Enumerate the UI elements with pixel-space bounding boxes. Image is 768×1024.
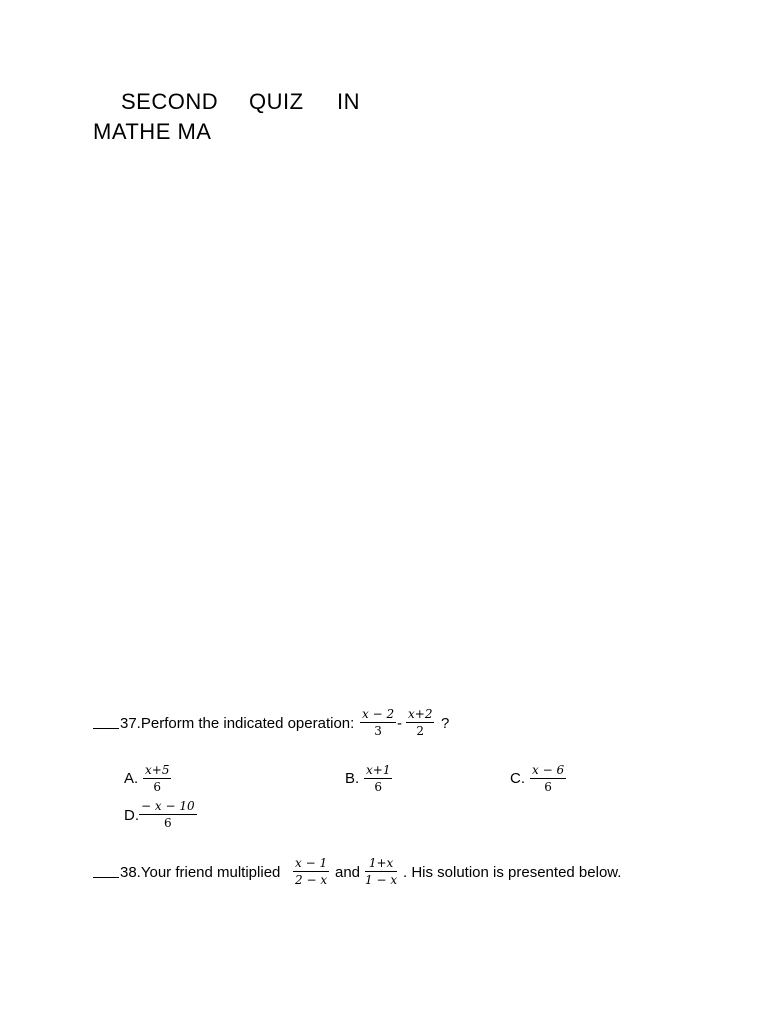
option-c-label: C. [510,770,525,787]
fraction-bar [530,778,566,779]
option-b-label: B. [345,770,360,787]
title-word-second: SECOND [121,89,219,114]
option-b-numerator: x+1 [366,763,391,777]
option-a-denominator: 6 [153,780,162,794]
option-d-numerator: − x − 10 [141,799,195,813]
option-d-fraction [139,799,197,830]
title-line-mathematics: MATHE MA [93,119,212,144]
q38-rest-text: . His solution is presented below. [403,864,622,881]
q38-fraction-1 [293,856,329,887]
q38-and: and [335,864,361,881]
q38-frac2-numerator: 1+x [368,856,394,870]
title-word-in: IN [337,89,360,114]
q37-fraction-1 [360,707,396,738]
question-37 [93,715,354,732]
q37-frac1-numerator: x − 2 [362,707,395,721]
q38-frac1-numerator: x − 1 [295,856,328,870]
option-c-fraction [530,763,566,794]
q37-minus-sign: - [397,715,402,732]
q38-frac1-denominator: 2 − x [295,873,328,887]
option-b-denominator: 6 [374,780,383,794]
q38-frac2-denominator: 1 − x [365,873,398,887]
option-c-denominator: 6 [544,780,552,794]
option-d-denominator: 6 [163,816,172,830]
answer-blank[interactable] [93,865,119,878]
fraction-bar [360,722,396,723]
q37-frac2-denominator: 2 [416,724,425,738]
q37-frac1-denominator: 3 [374,724,382,738]
fraction-bar [293,871,329,872]
q37-fraction-2 [406,707,434,738]
question-38-text: 38.Your friend multiplied [120,864,281,881]
fraction-bar [365,871,397,872]
fraction-bar [139,814,197,815]
option-a-fraction [143,763,171,794]
option-c-numerator: x − 6 [532,763,565,777]
question-38 [93,864,280,881]
fraction-bar [364,778,392,779]
option-a-numerator: x+5 [145,763,170,777]
question-37-text: 37.Perform the indicated operation: [120,715,355,732]
fraction-bar [406,722,434,723]
q37-question-mark: ? [441,715,450,732]
title-word-quiz: QUIZ [249,89,304,114]
option-d-label: D. [124,807,139,824]
option-b-fraction [364,763,392,794]
q37-frac2-numerator: x+2 [408,707,433,721]
fraction-bar [143,778,171,779]
q38-fraction-2 [365,856,397,887]
answer-blank[interactable] [93,716,119,729]
option-a-label: A. [124,770,139,787]
